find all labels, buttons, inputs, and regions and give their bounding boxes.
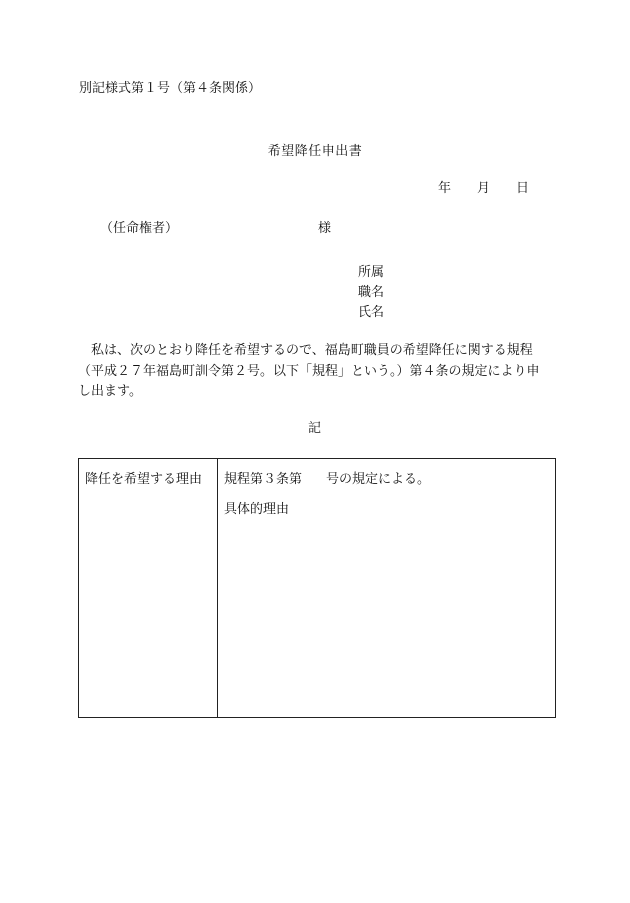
form-number-label: 別記様式第１号（第４条関係）	[79, 81, 262, 96]
date-line	[438, 182, 529, 195]
addressee-label: （任命権者）	[100, 221, 179, 236]
date-month-label: 月	[477, 181, 491, 196]
application-statement	[78, 341, 556, 403]
position-label: 職名	[358, 285, 385, 300]
reason-table	[78, 458, 556, 718]
table-column-divider	[217, 459, 218, 717]
ki-heading: 記	[308, 421, 322, 436]
applicant-block	[358, 263, 384, 323]
addressee-honorific: 様	[318, 221, 332, 236]
rule-suffix: 号の規定による。	[326, 472, 431, 487]
specific-reason-label: 具体的理由	[224, 502, 290, 517]
rule-reference	[224, 473, 430, 486]
date-day-label: 日	[516, 181, 530, 196]
name-label: 氏名	[358, 305, 385, 320]
affiliation-label: 所属	[358, 265, 385, 280]
statement-line-1: 私は、次のとおり降任を希望するので、福島町職員の希望降任に関する規程	[78, 343, 533, 358]
rule-prefix: 規程第３条第	[224, 472, 303, 487]
date-year-label: 年	[438, 181, 452, 196]
statement-line-2: （平成２７年福島町訓令第２号。以下「規程」という。）第４条の規定により申	[78, 363, 540, 379]
statement-line-3: し出ます。	[78, 384, 142, 399]
reason-header-cell: 降任を希望する理由	[85, 472, 203, 487]
document-title: 希望降任申出書	[267, 144, 363, 159]
